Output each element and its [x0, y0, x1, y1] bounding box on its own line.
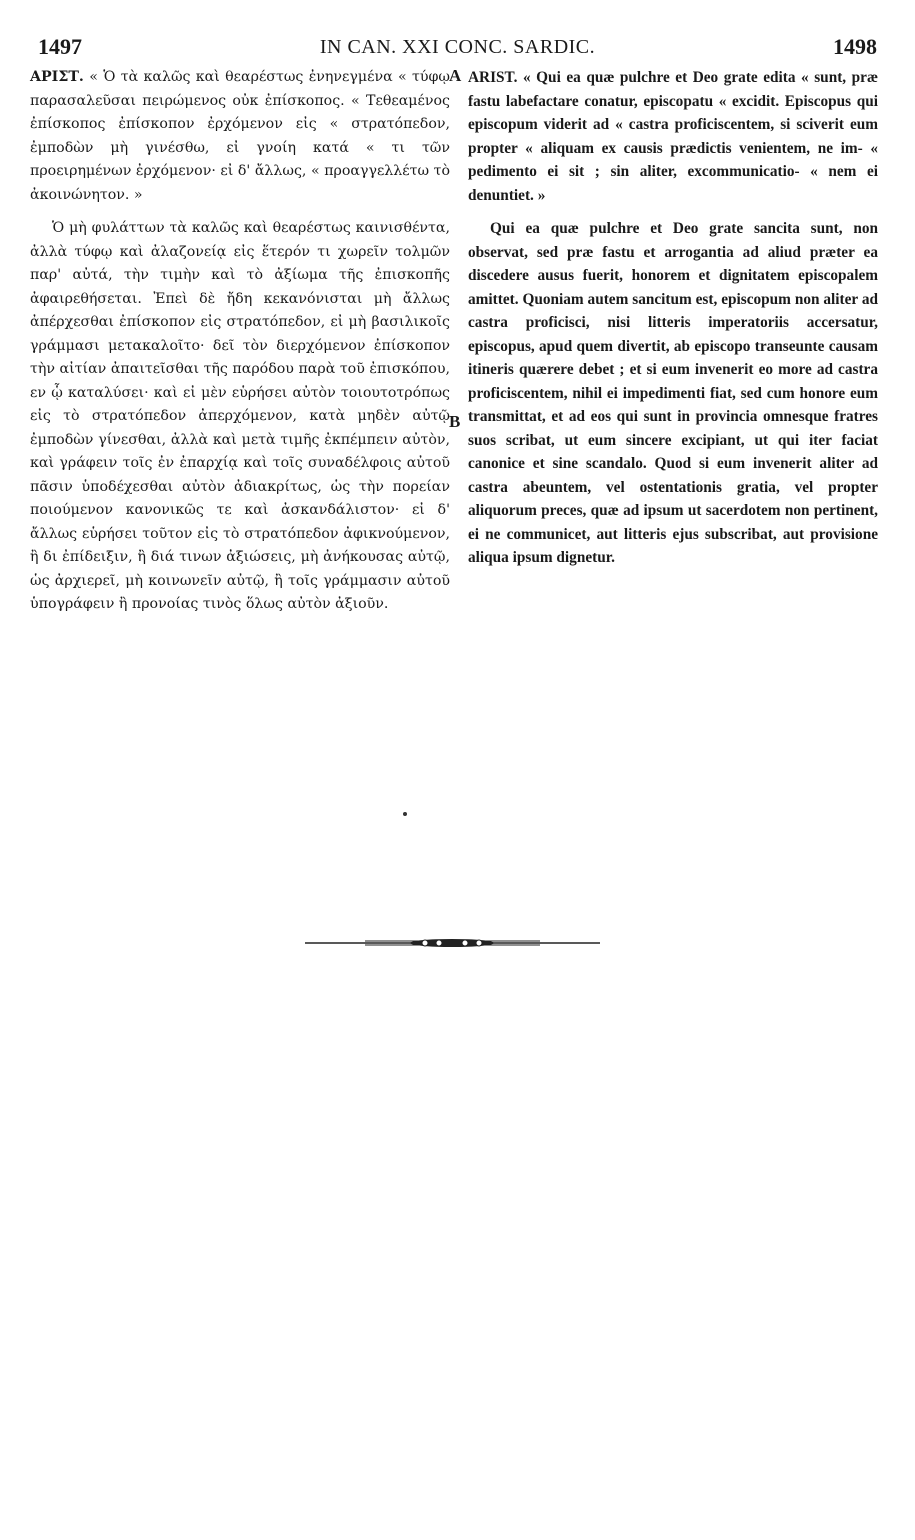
- latin-quote-text: « Qui ea quæ pulchre et Deo grate edita « sunt, præ fastu labefactare conatur, episcopatu « excidit. Episcopus qui episcopum viderit ad « castra proficiscentem, si sciverit eum propter « aliquam ex causis prædictis venientem, ne im- « pedimento ei sit ; sin aliter, excommunicatio- « nem ei denuntiet. »: [468, 69, 878, 204]
- latin-quote-paragraph: [468, 66, 878, 207]
- greek-quote-lead: ΑΡΙΣΤ.: [30, 69, 84, 85]
- latin-column: [468, 66, 878, 570]
- greek-quote-text: « Ὁ τὰ καλῶς καὶ θεαρέστως ἐνηνεγμένα « τύφῳ παρασαλεῦσαι πειρώμενος οὐκ ἐπίσκοπος. « Τεθεαμένος ἐπίσκοπος ἐπίσκοπον ἐρχόμενον εἰς « στρατόπεδον, ἐμποδὼν μὴ γινέσθω, εἰ γνοίη κατά « τι τῶν προειρημένων ἐρχόμενον· εἰ δ' ἄλλως, « προαγγελλέτω τὸ ἀκοινώνητον. »: [30, 69, 450, 203]
- margin-letter-a: A: [449, 66, 462, 85]
- greek-column: [30, 66, 450, 617]
- running-head-title: IN CAN. XXI CONC. SARDIC.: [319, 36, 596, 58]
- page-number-right: 1498: [833, 34, 877, 59]
- ornamental-rule: [305, 935, 600, 951]
- page-header: [0, 34, 915, 64]
- page-number-left: 1497: [38, 34, 82, 59]
- latin-quote-lead: ARIST.: [468, 69, 518, 86]
- greek-body-paragraph: Ὁ μὴ φυλάττων τὰ καλῶς καὶ θεαρέστως καινισθέντα, ἀλλὰ τύφῳ καὶ ἀλαζονείᾳ εἰς ἕτερόν τι χωρεῖν τολμῶν παρ' αὐτά, τὴν τιμὴν καὶ τὸ ἀξίωμα τῆς ἐπισκοπῆς ἀφαιρεθήσεται. Ἐπεὶ δὲ ἤδη κεκανόνισται μὴ ἄλλως ἀπέρχεσθαι ἐπίσκοπον εἰς στρατόπεδον, εἰ μὴ βασιλικοῖς γράμμασι μετακαλοῖτο· δεῖ τὸν διερχόμενον ἐπίσκοπον τὴν αἰτίαν ἀπαιτεῖσθαι τῆς παρόδου παρὰ τοῦ ἐπισκόπου, εν ᾧ καταλύσει· καὶ εἰ μὲν εὑρήσει αὐτὸν τοιουτοτρόπως εἰς τὸ στρατόπεδον ἀπερχόμενον, κατὰ μηδὲν αὐτῷ ἐμποδὼν γίνεσθαι, ἀλλὰ καὶ μετὰ τιμῆς ἐκπέμπειν αὐτὸν, καὶ γράφειν τοῖς ἐν ἐπαρχίᾳ καὶ τοῖς συναδέλφοις αὐτοῦ πᾶσιν ὑποδέχεσθαι αὐτὸν ἀδιακρίτως, ὡς τὴν πορείαν ποιούμενον κανονικῶς τε καὶ ἀσκανδάλιστον· εἰ δ' ἄλλως εὑρήσει τοῦτον εἰς τὸ στρατόπεδον ἀφικνούμενον, ἢ δι ἐπίδειξιν, ἢ διά τινων ἀξιώσεις, μὴ ἀνήκουσας αὐτῷ, ὡς ἀρχιερεῖ, μὴ κοινωνεῖν αὐτῷ, ἢ τοῖς γράμμασιν αὐτοῦ ὑπογράφειν ἢ προνοίας τινὸς ὅλως αὐτὸν ἀξιοῦν.: [30, 220, 450, 612]
- greek-quote-paragraph: [30, 66, 450, 207]
- margin-letter-b: B: [449, 412, 461, 431]
- latin-body-paragraph: Qui ea quæ pulchre et Deo grate sancita sunt, non observat, sed præ fastu et arrogantia ad aliud præter ea discedere ausus fuerit, honorem et dignitatem episcopalem amittet. Quoniam autem sancitum est, episcopum non aliter ad castra proficisci, nisi litteris imperatoriis accersatur, episcopus, apud quem divertit, ab episcopo transeunte causam itineris quærere debet ; et si eum invenerit eo more ad castra proficiscentem, nihil ei impedimenti fiat, sed cum honore eum transmittat, et ad eos qui sunt in provincia omnesque fratres suos scribat, ut eum sincere excipiant, ut qui iter faciat canonice et sine scandalo. Quod si eum invenerit aliter ad castra abeuntem, vel ostentationis gratia, vel propter aliquorum preces, quæ ad ipsum ut sacerdotem non pertinent, ei ne communicet, aut litteris ejus subscribat, aut provisione aliqua ipsum dignetur.: [468, 220, 878, 566]
- stray-dot-mark: [403, 812, 407, 816]
